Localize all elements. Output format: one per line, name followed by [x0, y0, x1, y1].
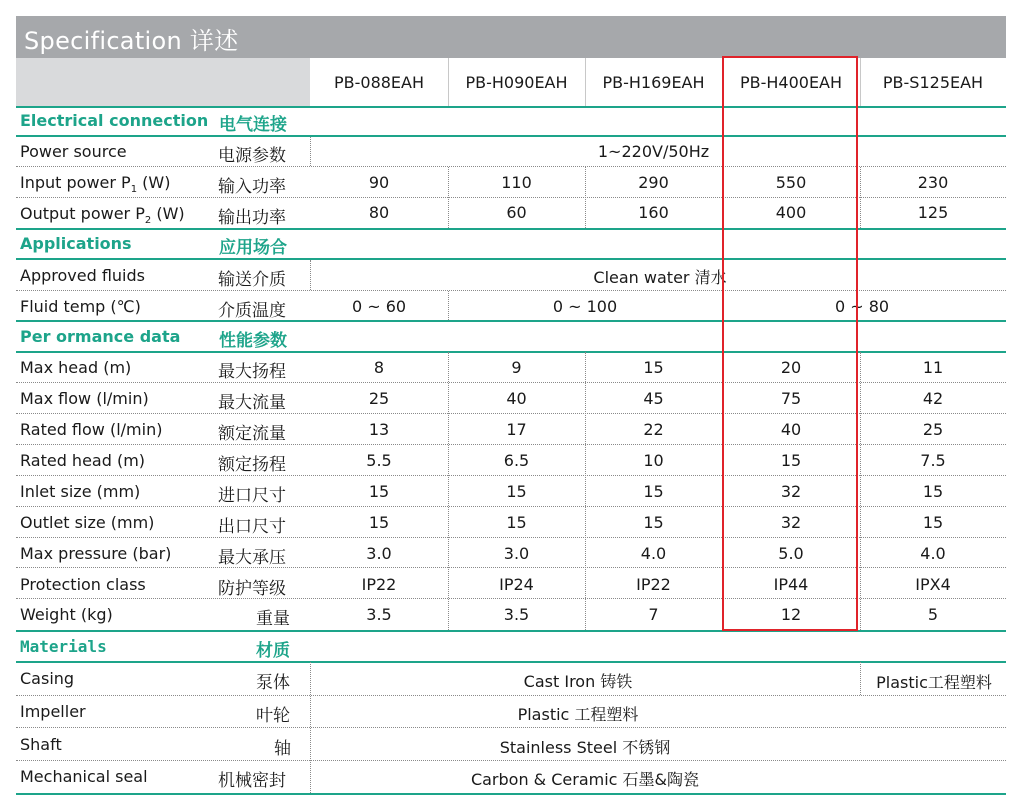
section-title: Materials — [20, 637, 107, 656]
table-cell: Plastic工程塑料 — [876, 673, 992, 692]
table-cell: 125 — [917, 203, 949, 222]
spanned-value: Plastic 工程塑料 — [517, 705, 639, 724]
row-label-zh: 输入功率 — [218, 177, 286, 197]
spanned-value: 1~220V/50Hz — [597, 142, 710, 161]
table-cell: 5.0 — [778, 544, 804, 563]
model-header: PB-H400EAH — [739, 73, 843, 92]
row-label: Max flow (l/min) — [20, 389, 149, 408]
table-cell: 15 — [368, 513, 390, 532]
table-cell: 160 — [638, 203, 669, 222]
table-cell: 25 — [368, 389, 390, 408]
row-label-zh: 进口尺寸 — [218, 486, 286, 506]
section-divider — [16, 793, 1006, 795]
table-cell: 0 ~ 100 — [552, 297, 618, 316]
model-header: PB-088EAH — [333, 73, 425, 92]
table-cell: 0 ~ 60 — [351, 297, 407, 316]
table-cell: 5 — [927, 605, 939, 624]
row-label-zh: 机械密封 — [218, 771, 286, 791]
row-label-zh: 轴 — [274, 739, 291, 759]
table-cell: 11 — [922, 358, 944, 377]
row-label: Power source — [20, 142, 127, 161]
table-cell: 10 — [643, 451, 664, 470]
table-cell: 290 — [638, 173, 669, 192]
row-label: Approved fluids — [20, 266, 145, 285]
highlight-box — [722, 56, 858, 631]
table-cell: 32 — [780, 482, 802, 501]
table-cell: 12 — [780, 605, 802, 624]
model-header: PB-H169EAH — [602, 73, 705, 92]
table-cell: 15 — [643, 482, 664, 501]
column-separator — [448, 291, 449, 320]
section-divider — [16, 661, 1006, 663]
table-cell: 3.5 — [366, 605, 392, 624]
row-label-zh: 防护等级 — [218, 579, 286, 599]
table-cell: 15 — [922, 513, 944, 532]
row-label-zh: 最大流量 — [218, 393, 286, 413]
row-label: Protection class — [20, 575, 146, 594]
row-label: Max head (m) — [20, 358, 132, 377]
row-label: Fluid temp (℃) — [20, 297, 141, 316]
row-label-zh: 输送介质 — [218, 270, 286, 290]
row-label-zh: 最大扬程 — [218, 362, 286, 382]
model-header: PB-H090EAH — [465, 73, 568, 92]
table-cell: 90 — [368, 173, 390, 192]
section-title: Electrical connection — [20, 111, 209, 130]
row-label-zh: 输出功率 — [218, 208, 286, 228]
table-cell: 75 — [780, 389, 802, 408]
row-label: Outlet size (mm) — [20, 513, 155, 532]
row-label-zh: 泵体 — [256, 673, 290, 693]
row-label: Casing — [20, 669, 75, 688]
table-cell: 9 — [511, 358, 522, 377]
row-label: Max pressure (bar) — [20, 544, 172, 563]
column-separator — [310, 662, 311, 793]
row-label-zh: 最大承压 — [218, 548, 286, 568]
column-separator — [310, 137, 311, 166]
table-cell: IP44 — [773, 575, 809, 594]
table-cell: 3.5 — [503, 605, 530, 624]
table-cell: 3.0 — [366, 544, 392, 563]
table-cell: 110 — [501, 173, 532, 192]
spanned-value: Stainless Steel 不锈钢 — [499, 738, 671, 757]
row-label-zh: 介质温度 — [218, 301, 286, 321]
table-cell: 32 — [780, 513, 802, 532]
table-cell: 60 — [506, 203, 527, 222]
table-cell: 8 — [373, 358, 385, 377]
row-divider — [16, 760, 1006, 761]
table-cell: 400 — [775, 203, 807, 222]
row-label: Rated flow (l/min) — [20, 420, 163, 439]
table-cell: 550 — [775, 173, 807, 192]
section-title-zh: 应用场合 — [219, 238, 287, 258]
row-label: Inlet size (mm) — [20, 482, 141, 501]
row-label: Output power $P_2$ (W) — [20, 204, 185, 227]
column-separator — [860, 662, 861, 695]
table-cell: 40 — [780, 420, 802, 439]
row-label-zh: 叶轮 — [256, 706, 290, 726]
table-cell: 0 ~ 80 — [834, 297, 890, 316]
table-cell: 15 — [506, 482, 527, 501]
table-cell: 5.5 — [366, 451, 392, 470]
table-cell: 4.0 — [920, 544, 946, 563]
table-cell: 42 — [922, 389, 944, 408]
table-cell: 230 — [917, 173, 949, 192]
table-cell: 15 — [643, 513, 664, 532]
table-cell: 3.0 — [503, 544, 530, 563]
table-cell: 6.5 — [503, 451, 530, 470]
table-cell: 15 — [643, 358, 664, 377]
header-label-cell — [16, 58, 310, 106]
table-cell: IP24 — [499, 575, 534, 594]
row-label-zh: 重量 — [256, 609, 290, 629]
table-cell: IP22 — [636, 575, 671, 594]
table-cell: 22 — [643, 420, 664, 439]
column-separator — [310, 260, 311, 290]
spanned-value: Cast Iron 铸铁 — [523, 672, 633, 691]
section-title-zh: 材质 — [256, 641, 290, 661]
row-label: Shaft — [20, 735, 62, 754]
table-cell: 45 — [643, 389, 664, 408]
table-cell: 15 — [368, 482, 390, 501]
spec-title-bar — [16, 16, 1006, 58]
row-label: Input power $P_1$ (W) — [20, 173, 171, 196]
table-cell: 7 — [648, 605, 659, 624]
row-label-zh: 出口尺寸 — [218, 517, 286, 537]
row-label: Mechanical seal — [20, 767, 148, 786]
row-label-zh: 额定流量 — [218, 424, 286, 444]
table-cell: IPX4 — [915, 575, 951, 594]
row-label: Rated head (m) — [20, 451, 146, 470]
row-divider — [16, 727, 1006, 728]
table-cell: 4.0 — [640, 544, 667, 563]
section-title: Applications — [20, 234, 132, 253]
section-title: Per ormance data — [20, 327, 181, 346]
table-cell: 17 — [506, 420, 527, 439]
spanned-value: Clean water 清水 — [593, 268, 727, 287]
table-cell: 15 — [922, 482, 944, 501]
row-label-zh: 电源参数 — [218, 146, 286, 166]
row-label: Impeller — [20, 702, 86, 721]
table-cell: 40 — [506, 389, 527, 408]
table-cell: 15 — [780, 451, 802, 470]
section-title-zh: 电气连接 — [219, 115, 287, 135]
model-header: PB-S125EAH — [882, 73, 984, 92]
table-cell: 80 — [368, 203, 390, 222]
table-cell: 13 — [368, 420, 390, 439]
table-cell: 25 — [922, 420, 944, 439]
table-cell: IP22 — [361, 575, 397, 594]
page-title: Specification 详述 — [24, 27, 239, 55]
table-cell: 15 — [506, 513, 527, 532]
row-divider — [16, 695, 1006, 696]
row-label-zh: 额定扬程 — [218, 455, 286, 475]
section-title-zh: 性能参数 — [219, 331, 287, 351]
spanned-value: Carbon & Ceramic 石墨&陶瓷 — [470, 770, 700, 789]
table-cell: 7.5 — [920, 451, 946, 470]
table-cell: 20 — [780, 358, 802, 377]
row-label: Weight (kg) — [20, 605, 113, 624]
